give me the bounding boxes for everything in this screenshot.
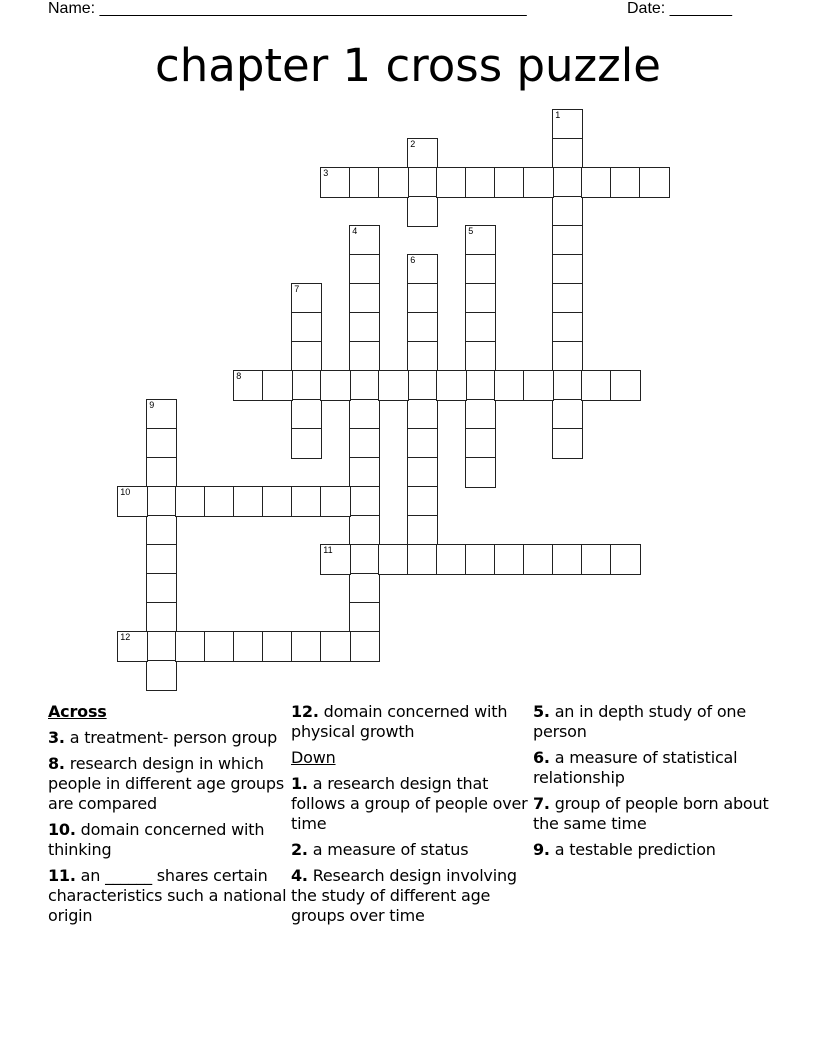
clue-text: domain concerned with thinking xyxy=(48,820,265,859)
clue-number: 5. xyxy=(533,702,550,721)
grid-cell[interactable] xyxy=(552,341,583,372)
clue-text: Research design involving the study of different age groups over time xyxy=(291,866,517,925)
grid-cell[interactable] xyxy=(146,631,177,662)
grid-cell[interactable] xyxy=(407,515,438,546)
grid-cell[interactable] xyxy=(610,167,641,198)
grid-cell[interactable] xyxy=(494,544,525,575)
grid-cell[interactable] xyxy=(407,283,438,314)
clue-number: 12. xyxy=(291,702,319,721)
cell-number: 10 xyxy=(120,487,131,498)
grid-cell[interactable] xyxy=(320,631,351,662)
clue-number: 7. xyxy=(533,794,550,813)
grid-cell[interactable] xyxy=(175,486,206,517)
clue-text: an ______ shares certain characteristics such a national origin xyxy=(48,866,287,925)
grid-cell[interactable] xyxy=(291,370,322,401)
clue-text: research design in which people in different age groups are compared xyxy=(48,754,284,813)
grid-cell[interactable] xyxy=(349,399,380,430)
clue-text: group of people born about the same time xyxy=(533,794,769,833)
grid-cell[interactable] xyxy=(407,167,438,198)
grid-cell[interactable] xyxy=(291,486,322,517)
grid-cell[interactable] xyxy=(146,486,177,517)
page-title: chapter 1 cross puzzle xyxy=(155,39,661,92)
grid-cell[interactable] xyxy=(175,631,206,662)
grid-cell[interactable] xyxy=(291,341,322,372)
grid-cell[interactable] xyxy=(465,312,496,343)
grid-cell[interactable] xyxy=(494,370,525,401)
grid-cell[interactable] xyxy=(291,428,322,459)
grid-cell[interactable] xyxy=(349,602,380,633)
clue-down-4 xyxy=(291,866,531,926)
grid-cell[interactable] xyxy=(117,631,148,662)
clue-number: 3. xyxy=(48,728,65,747)
clues-column-2 xyxy=(291,702,531,932)
grid-cell[interactable] xyxy=(349,544,380,575)
cell-number: 12 xyxy=(120,632,131,643)
grid-cell[interactable] xyxy=(233,370,264,401)
grid-cell[interactable] xyxy=(465,225,496,256)
clue-down-1 xyxy=(291,774,531,834)
grid-cell[interactable] xyxy=(581,370,612,401)
grid-cell[interactable] xyxy=(146,457,177,488)
grid-cell[interactable] xyxy=(349,312,380,343)
grid-cell[interactable] xyxy=(552,312,583,343)
clue-across-3 xyxy=(48,728,288,748)
grid-cell[interactable] xyxy=(291,399,322,430)
grid-cell[interactable] xyxy=(349,515,380,546)
grid-cell[interactable] xyxy=(581,544,612,575)
grid-cell[interactable] xyxy=(146,544,177,575)
grid-cell[interactable] xyxy=(494,167,525,198)
grid-cell[interactable] xyxy=(291,631,322,662)
grid-cell[interactable] xyxy=(581,167,612,198)
grid-cell[interactable] xyxy=(349,254,380,285)
clue-across-12 xyxy=(291,702,531,742)
clue-number: 9. xyxy=(533,840,550,859)
grid-cell[interactable] xyxy=(291,283,322,314)
grid-cell[interactable] xyxy=(407,428,438,459)
cell-number: 2 xyxy=(410,139,416,150)
grid-cell[interactable] xyxy=(465,254,496,285)
grid-cell[interactable] xyxy=(349,167,380,198)
grid-cell[interactable] xyxy=(349,486,380,517)
clue-across-8 xyxy=(48,754,288,814)
grid-cell[interactable] xyxy=(320,167,351,198)
grid-cell[interactable] xyxy=(262,370,293,401)
grid-cell[interactable] xyxy=(349,370,380,401)
grid-cell[interactable] xyxy=(146,515,177,546)
grid-cell[interactable] xyxy=(320,370,351,401)
grid-cell[interactable] xyxy=(349,283,380,314)
clue-down-9 xyxy=(533,840,773,860)
grid-cell[interactable] xyxy=(407,370,438,401)
clue-text: domain concerned with physical growth xyxy=(291,702,508,741)
grid-cell[interactable] xyxy=(407,457,438,488)
grid-cell[interactable] xyxy=(552,167,583,198)
grid-cell[interactable] xyxy=(465,283,496,314)
grid-cell[interactable] xyxy=(436,370,467,401)
clues-column-1 xyxy=(48,702,288,932)
cell-number: 8 xyxy=(236,371,242,382)
clue-text: a research design that follows a group of people over time xyxy=(291,774,528,833)
grid-cell[interactable] xyxy=(407,399,438,430)
grid-cell[interactable] xyxy=(523,370,554,401)
cell-number: 3 xyxy=(323,168,329,179)
grid-cell[interactable] xyxy=(117,486,148,517)
grid-cell[interactable] xyxy=(465,399,496,430)
across-heading: Across xyxy=(48,702,107,721)
grid-cell[interactable] xyxy=(146,660,177,691)
down-heading: Down xyxy=(291,748,336,767)
clue-number: 1. xyxy=(291,774,308,793)
clue-number: 2. xyxy=(291,840,308,859)
grid-cell[interactable] xyxy=(552,225,583,256)
clue-text: a treatment- person group xyxy=(69,728,278,747)
grid-cell[interactable] xyxy=(349,225,380,256)
grid-cell[interactable] xyxy=(523,167,554,198)
grid-cell[interactable] xyxy=(552,370,583,401)
grid-cell[interactable] xyxy=(407,138,438,169)
grid-cell[interactable] xyxy=(349,631,380,662)
cell-number: 4 xyxy=(352,226,358,237)
cell-number: 5 xyxy=(468,226,474,237)
grid-cell[interactable] xyxy=(291,312,322,343)
grid-cell[interactable] xyxy=(552,399,583,430)
grid-cell[interactable] xyxy=(465,341,496,372)
clue-down-7 xyxy=(533,794,773,834)
grid-cell[interactable] xyxy=(233,631,264,662)
clues-column-3 xyxy=(533,702,773,866)
cell-number: 6 xyxy=(410,255,416,266)
clue-text: a measure of status xyxy=(312,840,469,859)
grid-cell[interactable] xyxy=(378,544,409,575)
grid-cell[interactable] xyxy=(378,370,409,401)
clue-text: a measure of statistical relationship xyxy=(533,748,738,787)
name-field: Name: ________________________________________________ xyxy=(48,0,527,17)
grid-cell[interactable] xyxy=(552,109,583,140)
grid-cell[interactable] xyxy=(349,428,380,459)
grid-cell[interactable] xyxy=(552,428,583,459)
clue-number: 6. xyxy=(533,748,550,767)
grid-cell[interactable] xyxy=(407,486,438,517)
clue-across-10 xyxy=(48,820,288,860)
grid-cell[interactable] xyxy=(407,254,438,285)
grid-cell[interactable] xyxy=(349,573,380,604)
grid-cell[interactable] xyxy=(407,341,438,372)
grid-cell[interactable] xyxy=(552,544,583,575)
cell-number: 11 xyxy=(323,545,333,556)
cell-number: 9 xyxy=(149,400,155,411)
clue-down-2 xyxy=(291,840,531,860)
grid-cell[interactable] xyxy=(552,254,583,285)
grid-cell[interactable] xyxy=(204,486,235,517)
grid-cell[interactable] xyxy=(552,196,583,227)
grid-cell[interactable] xyxy=(146,602,177,633)
grid-cell[interactable] xyxy=(146,573,177,604)
date-field: Date: _______ xyxy=(627,0,732,17)
cell-number: 7 xyxy=(294,284,300,295)
grid-cell[interactable] xyxy=(407,544,438,575)
grid-cell[interactable] xyxy=(204,631,235,662)
grid-cell[interactable] xyxy=(552,138,583,169)
grid-cell[interactable] xyxy=(465,370,496,401)
grid-cell[interactable] xyxy=(639,167,670,198)
grid-cell[interactable] xyxy=(465,428,496,459)
grid-cell[interactable] xyxy=(320,486,351,517)
grid-cell[interactable] xyxy=(436,544,467,575)
grid-cell[interactable] xyxy=(465,167,496,198)
grid-cell[interactable] xyxy=(146,399,177,430)
cell-number: 1 xyxy=(555,110,561,121)
grid-cell[interactable] xyxy=(349,341,380,372)
grid-cell[interactable] xyxy=(610,544,641,575)
grid-cell[interactable] xyxy=(407,312,438,343)
clue-number: 8. xyxy=(48,754,65,773)
grid-cell[interactable] xyxy=(465,544,496,575)
grid-cell[interactable] xyxy=(233,486,264,517)
grid-cell[interactable] xyxy=(378,167,409,198)
clue-number: 11. xyxy=(48,866,76,885)
grid-cell[interactable] xyxy=(465,457,496,488)
grid-cell[interactable] xyxy=(349,457,380,488)
grid-cell[interactable] xyxy=(610,370,641,401)
grid-cell[interactable] xyxy=(436,167,467,198)
clue-across-11 xyxy=(48,866,288,926)
grid-cell[interactable] xyxy=(407,196,438,227)
clue-text: a testable prediction xyxy=(554,840,716,859)
grid-cell[interactable] xyxy=(320,544,351,575)
grid-cell[interactable] xyxy=(523,544,554,575)
clue-down-6 xyxy=(533,748,773,788)
grid-cell[interactable] xyxy=(262,631,293,662)
clue-down-5 xyxy=(533,702,773,742)
grid-cell[interactable] xyxy=(552,283,583,314)
clue-text: an in depth study of one person xyxy=(533,702,747,741)
grid-cell[interactable] xyxy=(146,428,177,459)
clue-number: 4. xyxy=(291,866,308,885)
clue-number: 10. xyxy=(48,820,76,839)
grid-cell[interactable] xyxy=(262,486,293,517)
